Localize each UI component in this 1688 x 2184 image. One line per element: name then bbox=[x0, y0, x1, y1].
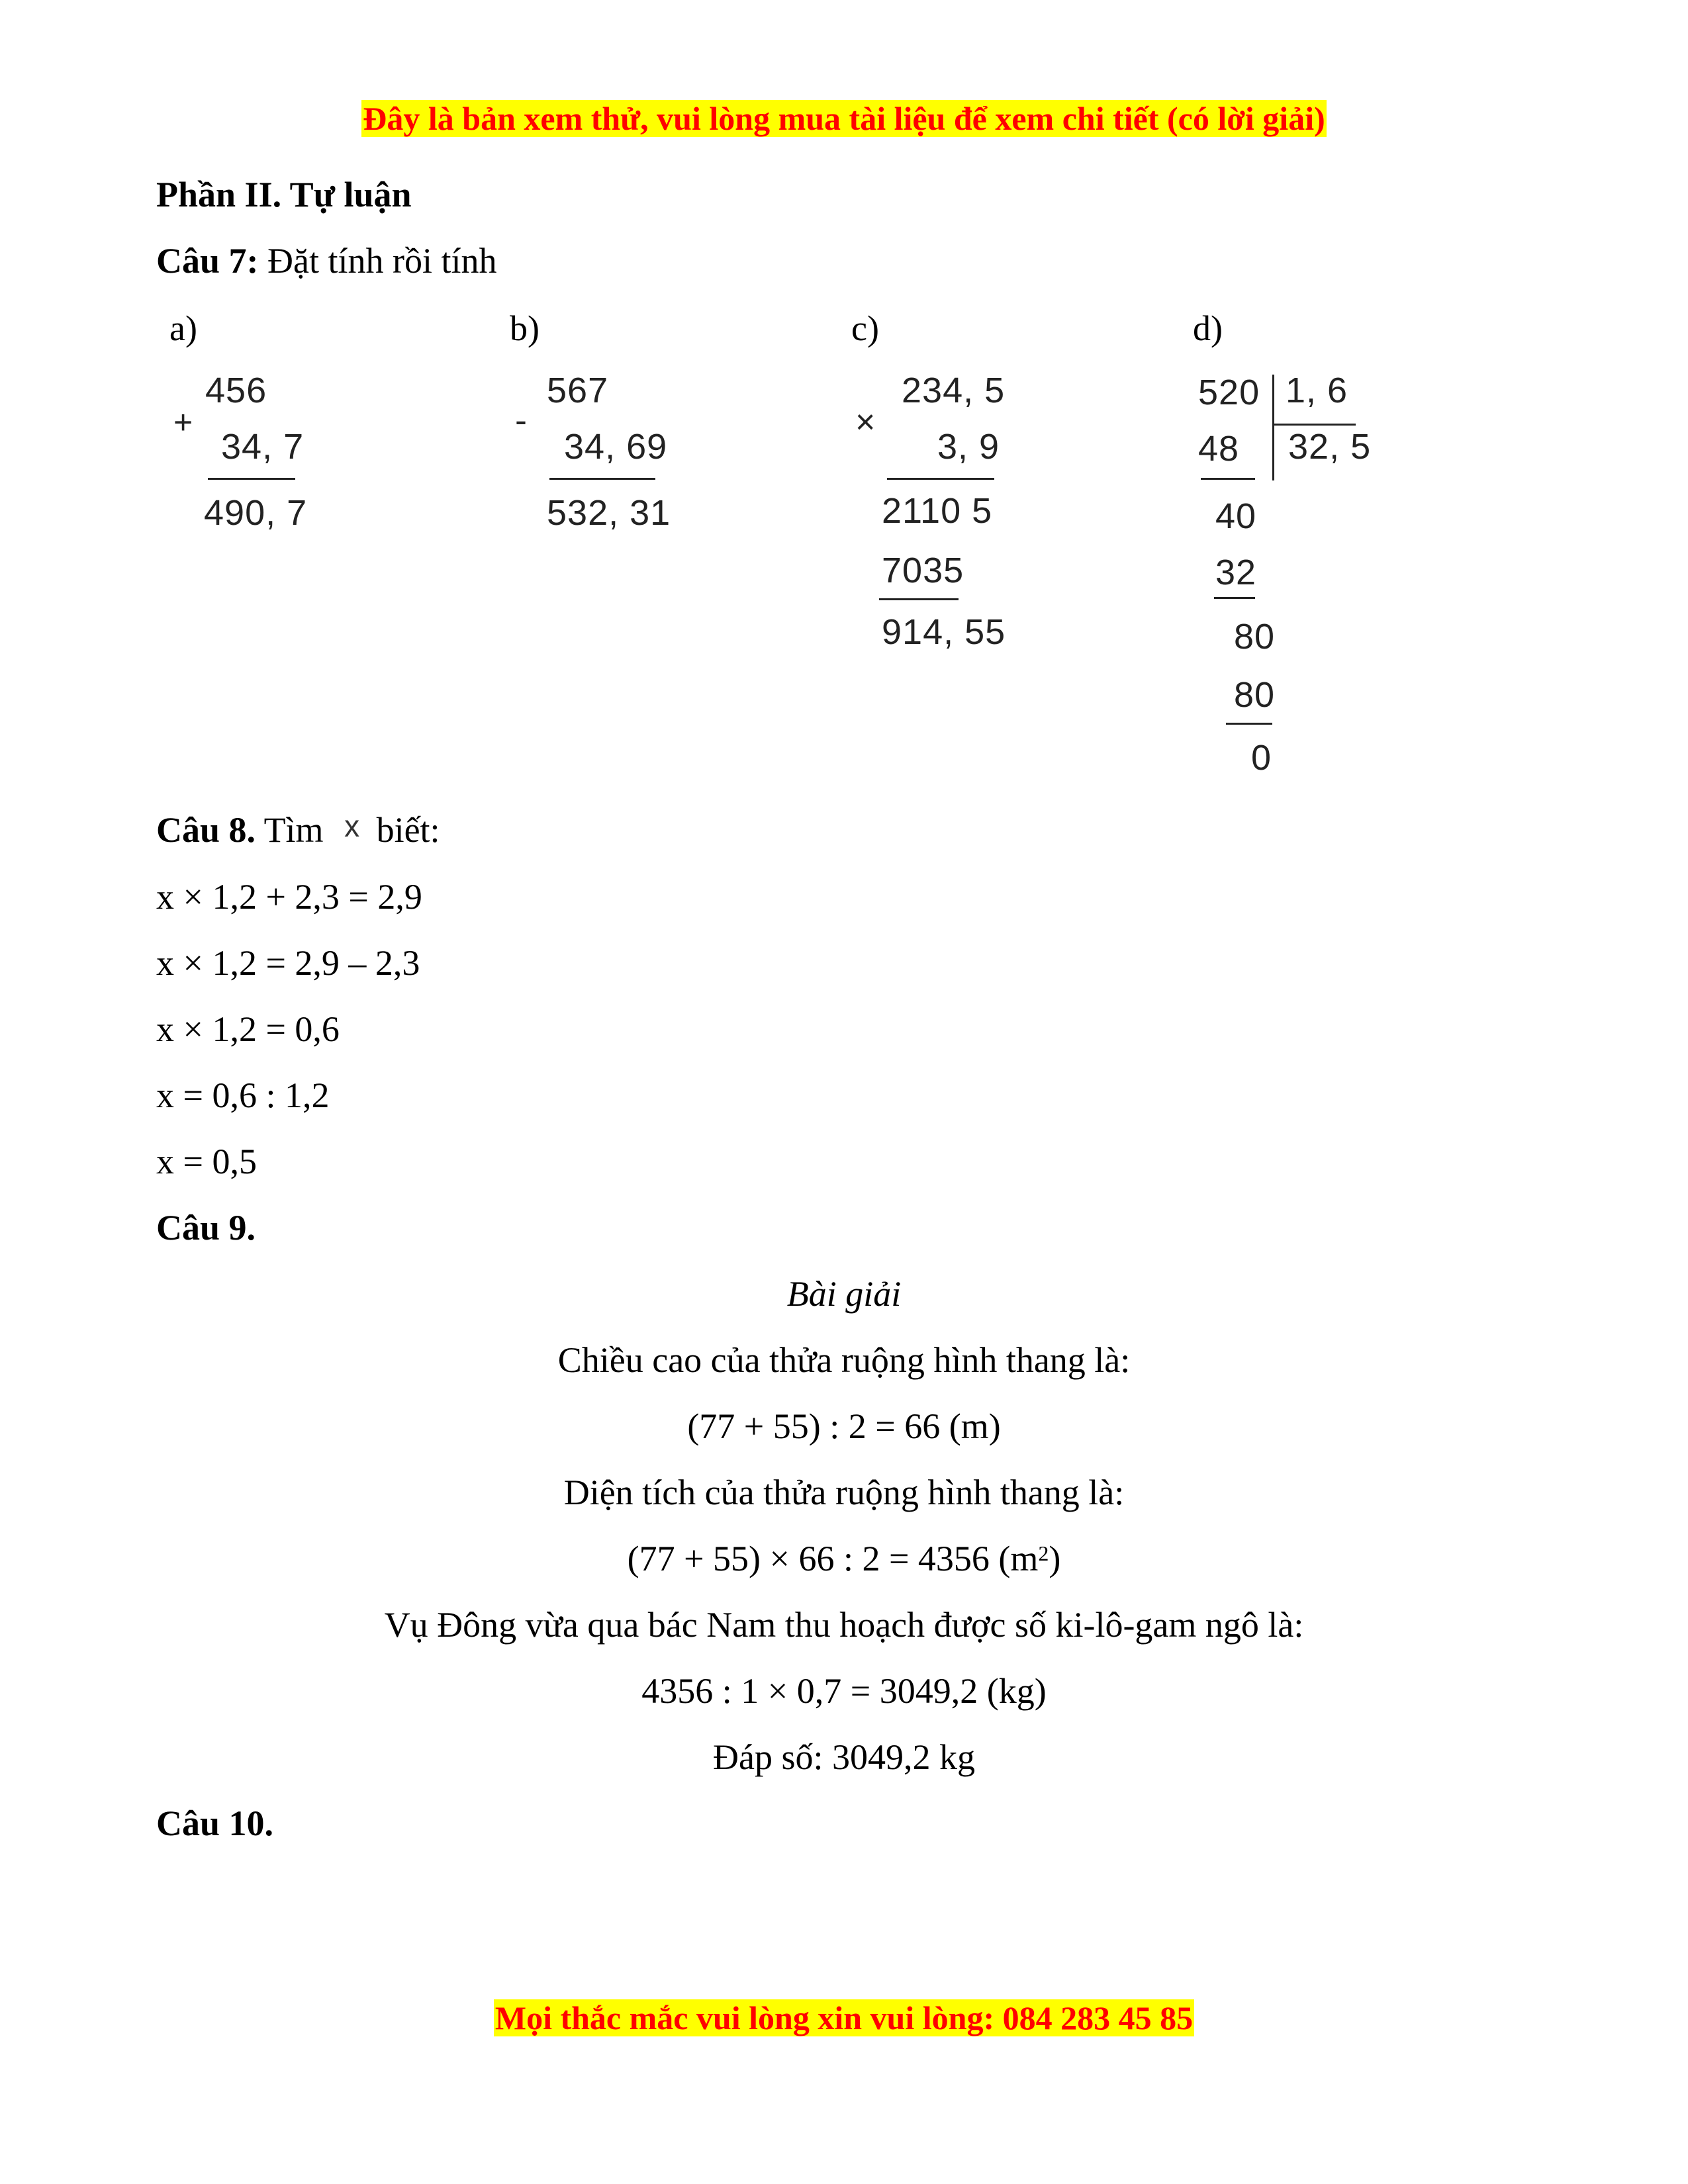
q7c-partial1: 2110 5 bbox=[882, 491, 993, 531]
q7c-top: 234, 5 bbox=[902, 371, 1006, 410]
q7-prompt: Đặt tính rồi tính bbox=[267, 241, 497, 281]
q8-label: Câu 8. bbox=[156, 810, 256, 850]
q7d-rule2 bbox=[1214, 597, 1255, 599]
q9-line-1: Chiều cao của thửa ruộng hình thang là: bbox=[557, 1340, 1131, 1380]
q7a-bottom: 34, 7 bbox=[221, 427, 305, 467]
q7c-rule1 bbox=[887, 478, 994, 480]
footer-notice: Mọi thắc mắc vui lòng xin vui lòng: 084 283 45 85 bbox=[494, 1999, 1194, 2036]
q9-area-line bbox=[0, 1537, 1688, 1580]
q8-line-2: x × 1,2 = 2,9 – 2,3 bbox=[156, 943, 420, 983]
q7d-quotient: 32, 5 bbox=[1288, 427, 1372, 467]
q7b-top: 567 bbox=[547, 371, 609, 410]
q8-line-5: x = 0,5 bbox=[156, 1142, 257, 1181]
q9-line-3: Diện tích của thửa ruộng hình thang là: bbox=[563, 1473, 1125, 1512]
q7a-label: a) bbox=[169, 308, 197, 348]
q9-answer: Đáp số: 3049,2 kg bbox=[713, 1737, 975, 1777]
q9-line-5: Vụ Đông vừa qua bác Nam thu hoạch được số ki-lô-gam ngô là: bbox=[384, 1605, 1304, 1645]
q7d-division-bar bbox=[1272, 375, 1274, 480]
q7d-dividend: 520 bbox=[1198, 373, 1260, 412]
q7d-step-3: 32 bbox=[1215, 553, 1257, 592]
q7c-label: c) bbox=[851, 308, 879, 348]
q9-line-6: 4356 : 1 × 0,7 = 3049,2 (kg) bbox=[641, 1671, 1047, 1711]
section-title: Phần II. Tự luận bbox=[156, 175, 412, 214]
q7d-divisor: 1, 6 bbox=[1286, 371, 1348, 410]
q7a-sign: + bbox=[173, 404, 194, 441]
q9-label: Câu 9. bbox=[156, 1208, 256, 1248]
q7c-sign: × bbox=[855, 403, 876, 441]
q7c-bottom: 3, 9 bbox=[937, 427, 1000, 467]
q7b-sign: - bbox=[515, 400, 528, 440]
q8-line-3: x × 1,2 = 0,6 bbox=[156, 1009, 340, 1049]
q9-line-2: (77 + 55) : 2 = 66 (m) bbox=[687, 1406, 1001, 1446]
q7c-partial2: 7035 bbox=[882, 551, 964, 590]
q7d-divisor-rule bbox=[1272, 424, 1356, 426]
q9-area-text: (77 + 55) × 66 : 2 = 4356 (m bbox=[627, 1539, 1039, 1578]
q9-area-sup: 2 bbox=[1038, 1541, 1049, 1565]
q9-solution-title: Bài giải bbox=[786, 1274, 902, 1314]
q9-area-close: ) bbox=[1049, 1539, 1061, 1578]
q8-line-1: x × 1,2 + 2,3 = 2,9 bbox=[156, 877, 422, 917]
footer-notice-row bbox=[0, 1999, 1688, 2037]
q7b-result: 532, 31 bbox=[547, 493, 671, 533]
q7b-bottom: 34, 69 bbox=[564, 427, 668, 467]
q7d-step-2: 40 bbox=[1215, 496, 1257, 536]
q8-heading bbox=[156, 809, 440, 852]
q8-prompt-after: biết: bbox=[376, 810, 440, 850]
q7d-rule1 bbox=[1201, 478, 1255, 480]
header-notice: Đây là bản xem thử, vui lòng mua tài liệu để xem chi tiết (có lời giải) bbox=[363, 100, 1325, 137]
q7a-top: 456 bbox=[205, 371, 267, 410]
q7d-step-1: 48 bbox=[1198, 429, 1240, 469]
q7a-result: 490, 7 bbox=[204, 493, 308, 533]
q8-prompt-before: Tìm bbox=[263, 810, 324, 850]
q7b-label: b) bbox=[510, 308, 539, 348]
q7-label: Câu 7: bbox=[156, 241, 259, 281]
q7d-rule3 bbox=[1226, 723, 1272, 725]
q7d-step-6: 0 bbox=[1251, 738, 1272, 778]
q7d-step-4: 80 bbox=[1234, 617, 1276, 657]
q7c-rule2 bbox=[879, 598, 959, 600]
q7d-label: d) bbox=[1193, 308, 1223, 348]
q8-variable: x bbox=[344, 809, 360, 843]
q7d-step-5: 80 bbox=[1234, 675, 1276, 715]
q10-label: Câu 10. bbox=[156, 1803, 274, 1843]
header-notice-row bbox=[0, 99, 1688, 138]
q7-heading bbox=[156, 240, 496, 282]
q7a-rule bbox=[208, 478, 295, 480]
q7c-result: 914, 55 bbox=[882, 612, 1006, 652]
q7b-rule bbox=[549, 478, 655, 480]
q8-line-4: x = 0,6 : 1,2 bbox=[156, 1075, 330, 1115]
